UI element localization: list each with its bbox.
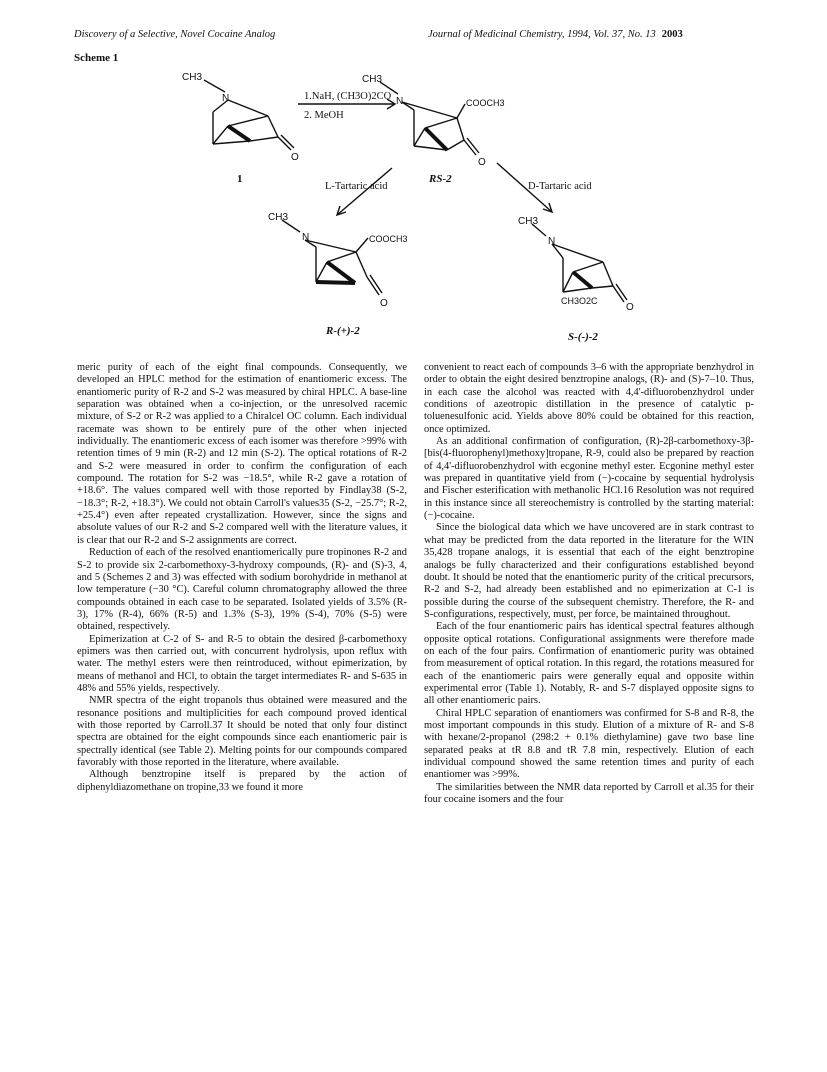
rs2-n-label: N (396, 96, 404, 107)
reaction-scheme (0, 0, 827, 360)
left-paragraph-5: Although benztropine itself is prepared by the action of diphenyldiazomethane on tropine,33 we found it more (77, 769, 407, 793)
scheme-title: Scheme 1 (74, 52, 119, 64)
rs2-cooch3-label: COOCH3 (466, 98, 505, 108)
compound1-ch3-label: CH3 (182, 72, 203, 83)
journal-name: Journal of Medicinal Chemistry, 1994, Vol. 37, No. 13 (428, 29, 656, 40)
right-paragraph-5: Chiral HPLC separation of enantiomers was confirmed for S-8 and R-8, the most important compounds in this study. Elution of a mixture of R- and S-8 with hexane/2-propanol (298:2 + 0.1% diethylamine) gave two base line separated peaks at tR 8.8 and tR 7.8 min, respectively. Elution of each individual compound showed the same retention times and purity of each enantiomer was >99%. (424, 707, 754, 781)
r2-cooch3-label: COOCH3 (369, 234, 408, 244)
reagent-step-1: 1.NaH, (CH3O)2CO (304, 91, 392, 102)
right-paragraph-4: Each of the four enantiomeric pairs has identical spectral features although opposite optical rotations. Configurational assignments were therefore made on each of the four pairs. Confirmation of enantiomeric purity was obtained from measurement of optical rotation. In this regard, the rotations measured for each of the enantiomeric pairs were generally equal and opposite within experimental error (Table 1). Notably, R- and S-7 displayed opposite signs to all other enantiomeric pairs. (424, 621, 754, 707)
page-number: 2003 (661, 29, 683, 40)
rs2-o-label: O (478, 157, 486, 168)
left-paragraph-4: NMR spectra of the eight tropanols thus obtained were measured and the resonance positions and multiplicities for each compound proved identical with those reported by Carroll.37 It should be noted that only four distinct spectra are obtained for the eight compounds since each enantiomeric pair is spectrally identical (see Table 2). Melting points for our compounds compared favorably with those reported in the literature, where available. (77, 695, 407, 768)
left-paragraph-3: Epimerization at C-2 of S- and R-5 to obtain the desired β-carbomethoxy epimers was then carried out, with concurrent hydrolysis, upon reflux with water. The methyl esters were then reintroduced, without epimerization, by means of methanol and HCl, to obtain the target intermediates R- and S-635 in 48% and 55% yields, respectively. (77, 633, 407, 694)
s2-ch3-label: CH3 (518, 216, 539, 227)
left-paragraph-1: meric purity of each of the eight final compounds. Consequently, we developed an HPLC method for the estimation of enantiomeric excess. The enantiomeric purity of R-2 and S-2 was measured by chiral HPLC. A base-line separation was obtained when a co-injection, or the unresolved racemic mixture, of S-2 or R-2 was applied to a Chiralcel OC column. Each individual racemate was shown to be entirely pure of the other when injected individually. The enantiomeric excess of each isomer was therefore >99% with retention times of 9 min (R-2) and 12 min (S-2). The optical rotations of R-2 and S-2 were measured in order to confirm the configuration of each compound. The rotation for S-2 was −18.5°, while R-2 gave a rotation of +18.6°. The values compared well with those reported by Findlay38 (S-2, −18.3°; R-2, +18.3°). We could not obtain Carroll's values35 (S-2, −25.7°; R-2, +25.4°) even after repeated crystallization. However, since the signs and absolute values of our R-2 and S-2 compared well with the literature values, it is clear that our R-2 and S-2 assignments are correct. (77, 362, 407, 546)
reagent-step-2: 2. MeOH (304, 110, 344, 121)
right-column (424, 362, 754, 806)
l-tartaric-label: L-Tartaric acid (325, 181, 388, 192)
r2-n-label: N (302, 232, 310, 243)
r2-o-label: O (380, 298, 388, 309)
right-paragraph-3: Since the biological data which we have uncovered are in stark contrast to what may be predicted from the data reported in the literature for the WIN 35,428 tropane analogs, it is essential that each of the eight benztropine analogs be fully characterized and their configurations established beyond doubt. It should be noted that the enantiomeric purity of the critical precursors, R-2 and S-2, had already been established and no epimerization at C-1 is possible during the course of the subsequent chemistry. Therefore, the R- and S-configurations, respectively, must, per force, be maintained throughout. (424, 522, 754, 620)
compound1-n-label: N (222, 93, 230, 104)
compound1-o-label: O (291, 152, 299, 163)
right-paragraph-2: As an additional confirmation of configuration, (R)-2β-carbomethoxy-3β-[bis(4-fluorophenyl)methoxy]tropane, R-9, could also be prepared by reaction of 4,4'-difluorobenzhydrol with ecgonine methyl ester. Ecgonine methyl ester was prepared in quantitative yield from (−)-cocaine by sequential hydrolysis and Fischer esterification with methanolic HCl.16 Resolution was not required in this instance since all stereochemistry is controlled by the starting material: (−)-cocaine. (424, 436, 754, 522)
s2-n-label: N (548, 236, 556, 247)
rs2-label: RS-2 (429, 173, 452, 185)
d-tartaric-label: D-Tartaric acid (528, 181, 592, 192)
s2-label: S-(-)-2 (568, 331, 598, 343)
right-paragraph-6: The similarities between the NMR data reported by Carroll et al.35 for their four cocaine isomers and the four (424, 781, 754, 806)
r2-ch3-label: CH3 (268, 212, 289, 223)
running-title: Discovery of a Selective, Novel Cocaine Analog (74, 29, 276, 40)
rs2-ch3-label: CH3 (362, 74, 383, 85)
r2-label: R-(+)-2 (326, 325, 360, 337)
left-column (77, 362, 407, 794)
left-paragraph-2: Reduction of each of the resolved enantiomerically pure tropinones R-2 and S-2 to provide six 2-carbomethoxy-3-hydroxy compounds, (R)- and (S)-3, 4, and 5 (Schemes 2 and 3) was effected with sodium borohydride in methanol at low temperature (−30 °C). Careful column chromatography allowed the three compounds obtained in each case to be separated. Isolated yields of 3.5% (R-3), 17% (R-4), 66% (R-5) and 1.3% (S-3), 19% (S-4), 70% (S-5) were obtained, respectively. (77, 547, 407, 633)
compound1-number: 1 (237, 173, 243, 185)
s2-o-label: O (626, 302, 634, 313)
s2-ch3o2c-label: CH3O2C (561, 296, 598, 306)
right-paragraph-1: convenient to react each of compounds 3–6 with the appropriate benzhydrol in order to obtain the eight desired benztropine analogs, (R)- and (S)-7–10. Thus, in each case the alcohol was reacted with 4,4'-difluorobenzhydrol under conditions of azeotropic distillation in the presence of catalytic p-toluenesulfonic acid. Yields above 80% could be obtained for this reaction, once optimized. (424, 362, 754, 435)
